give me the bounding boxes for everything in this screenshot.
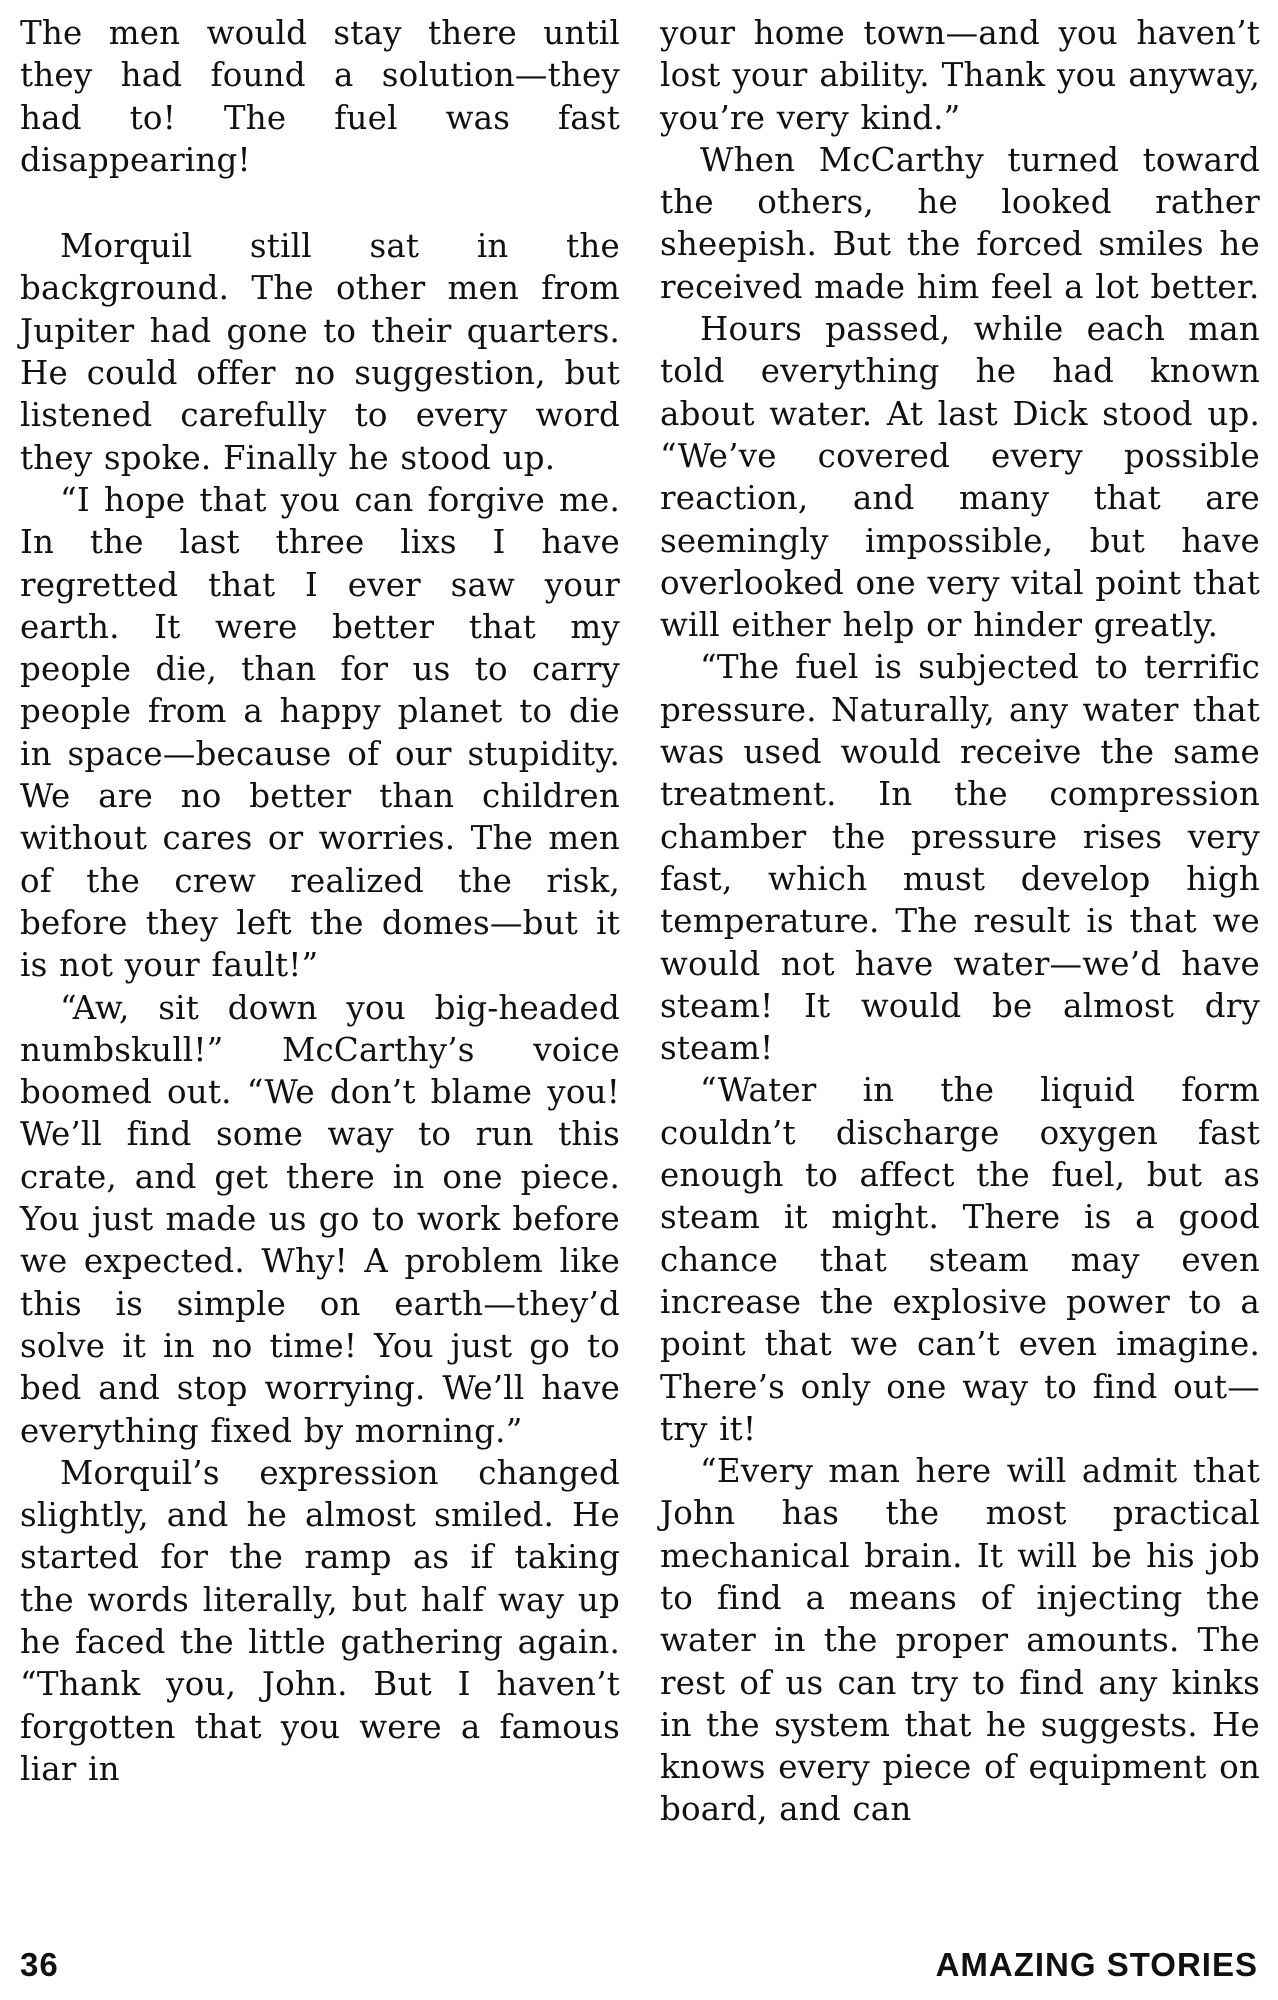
page-number: 36 <box>20 1946 59 1983</box>
paragraph: “Water in the liquid form couldn’t discharge oxygen fast enough to affect the fuel, but as steam it might. There is a good chance that steam may even increase the explosive power to a point that we can’t even imagine. There’s only one way to find out—try it! <box>660 1071 1260 1448</box>
right-text-column <box>660 12 1260 1831</box>
page-footer <box>0 1946 1278 1990</box>
paragraph: “Every man here will admit that John has the most practical mechanical brain. It will be his job to find a means of injecting the water in the proper amounts. The rest of us can try to find any kinks in the system that he suggests. He knows every piece of equipment on board, and can <box>660 1452 1260 1829</box>
paragraph: When McCarthy turned toward the others, he looked rather sheepish. But the forced smiles he received made him feel a lot better. <box>660 140 1260 306</box>
paragraph: “I hope that you can forgive me. In the last three lixs I have regretted that I ever saw your earth. It were better that my people die, than for us to carry people from a happy planet to die in space—because of our stupidity. We are no better than children without cares or worries. The men of the crew realized the risk, before they left the domes—but it is not your fault!” <box>20 480 620 985</box>
paragraph: Morquil still sat in the background. The other men from Jupiter had gone to their quarters. He could offer no suggestion, but listened carefully to every word they spoke. Finally he stood up. <box>20 227 620 477</box>
magazine-title: AMAZING STORIES <box>935 1946 1258 1983</box>
paragraph: The men would stay there until they had found a solution—they had to! The fuel was fast disappearing! <box>20 14 620 179</box>
paragraph: Hours passed, while each man told everything he had known about water. At last Dick stood up. “We’ve covered every possible reaction, and many that are seemingly impossible, but have overlooked one very vital point that will either help or hinder greatly. <box>660 310 1260 645</box>
paragraph: Morquil’s expression changed slightly, and he almost smiled. He started for the ramp as if taking the words literally, but half way up he faced the little gathering again. “Thank you, John. But I haven’t forgotten that you were a famous liar in <box>20 1453 620 1788</box>
paragraph: “The fuel is subjected to terrific pressure. Naturally, any water that was used would receive the same treatment. In the compression chamber the pressure rises very fast, which must develop high temperature. The result is that we would not have water—we’d have steam! It would be almost dry steam! <box>660 648 1260 1068</box>
paragraph: “Aw, sit down you big-headed numbskull!” McCarthy’s voice boomed out. “We don’t blame you! We’ll find some way to run this crate, and get there in one piece. You just made us go to work before we expected. Why! A problem like this is simple on earth—they’d solve it in no time! You just go to bed and stop worrying. We’ll have everything fixed by morning.” <box>20 988 620 1450</box>
paragraph: your home town—and you haven’t lost your ability. Thank you anyway, you’re very kind.” <box>660 14 1260 137</box>
left-text-column <box>20 12 620 1790</box>
